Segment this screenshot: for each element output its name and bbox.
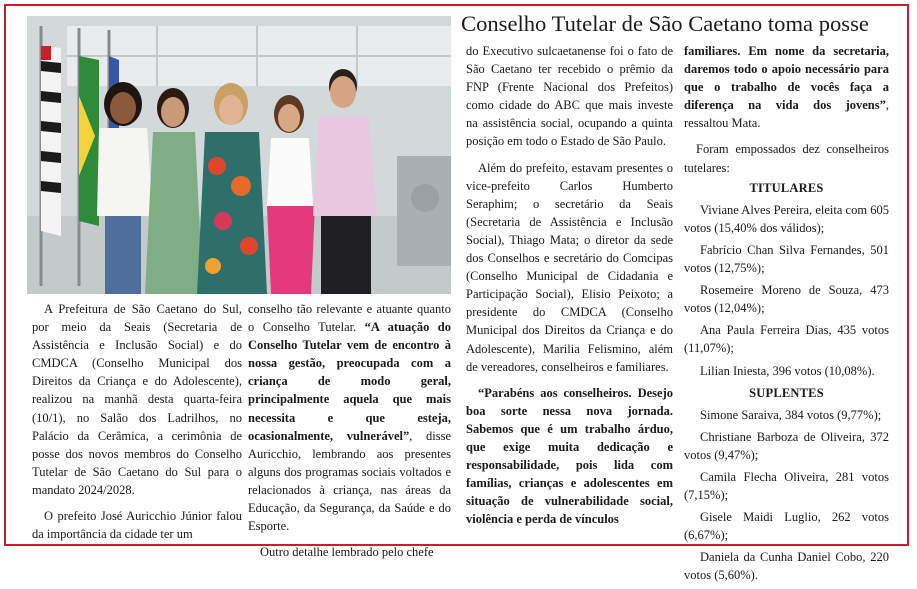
column-3	[466, 42, 673, 528]
list-item: Fabrício Chan Silva Fernandes, 501 votos (12,75%);	[684, 242, 889, 276]
quote-auricchio: “A atuação do Conselho Tutelar vem de encontro à nossa gestão, preocupada com a criança de modo geral, principalmente aquela que mais necessita e que esteja, ocasionalmente, vulnerável”	[248, 320, 451, 443]
list-item: Ana Paula Ferreira Dias, 435 votos (11,07%);	[684, 323, 889, 356]
quote-mata: “Parabéns aos conselheiros. Desejo boa sorte nessa nova jornada. Sabemos que é um trabalho árduo, que exige muita dedicação e responsabilidade, pois lida com famílias, crianças e adolescentes em situação de vulnerabilidade social, violência e perda de vínculos	[466, 385, 673, 527]
titulares-heading: TITULARES	[749, 180, 824, 195]
list-item: Christiane Barboza de Oliveira, 372 votos (9,47%);	[684, 429, 889, 462]
list-item: Lilian Iniesta, 396 votos (10,08%).	[700, 363, 875, 378]
text-run: conselho tão relevante e atuante quanto o Conselho Tutelar.	[248, 302, 451, 335]
list-item: Camila Flecha Oliveira, 281 votos (7,15%);	[684, 469, 889, 503]
paragraph	[684, 42, 889, 132]
column-1	[32, 300, 242, 543]
paragraph: A Prefeitura de São Caetano do Sul, por meio da Seais (Secretaria de Assistência e Inclusão Social) e do CMDCA (Conselho Municipal dos Direitos da Criança e do Adolescente), realizou na manhã desta quarta-feira (10/1), no Salão dos Ladrilhos, no Palácio da Cerâmica, a cerimônia de posse dos novos membros do Conselho Tutelar de São Caetano do Sul para o mandato 2024/2028.	[32, 302, 242, 497]
text-run: , ressaltou Mata.	[684, 98, 889, 131]
column-2	[248, 300, 451, 561]
list-item: Daniela da Cunha Daniel Cobo, 220 votos (5,60%).	[684, 550, 889, 583]
paragraph	[248, 300, 451, 535]
list-item: Rosemeire Moreno de Souza, 473 votos (12,04%);	[684, 283, 889, 316]
paragraph: O prefeito José Auricchio Júnior falou da importância da cidade ter um	[32, 509, 242, 542]
paragraph: Foram empossados dez conselheiros tutelares:	[684, 142, 889, 175]
text-run: , disse Auricchio, lembrando aos presentes alguns dos programas sociais voltados e relacionados à criança, nas áreas da Educação, da Segurança, da Saúde e do Esporte.	[248, 428, 451, 534]
paragraph: Além do prefeito, estavam presentes o vice-prefeito Carlos Humberto Seraphim; o secretário da Seais (Secretaria de Assistência e Inclusão Social), Thiago Mata; o diretor da sede dos Conselhos e secretário do Comcipas (Conselho Municipal de Cidadania e Participação Social), Elisio Peixoto; a presidente do CMDCA (Conselho Municipal dos Direitos da Criança e do Adolescente), Marilia Felismino, além de vereadores, conselheiros e familiares.	[466, 160, 673, 374]
quote-mata-cont: familiares. Em nome da secretaria, daremos todo o apoio necessário para que o trabalho de vocês faça a diferença na vida dos jovens”	[684, 44, 889, 113]
suplentes-heading: SUPLENTES	[749, 385, 824, 400]
paragraph	[466, 384, 673, 529]
group-photo	[27, 16, 451, 294]
paragraph: Outro detalhe lembrado pelo chefe	[260, 545, 434, 560]
list-item: Viviane Alves Pereira, eleita com 605 votos (15,40% dos válidos);	[684, 202, 889, 235]
column-4	[684, 42, 889, 589]
group-photo-illustration	[27, 16, 451, 294]
list-item: Gisele Maidi Luglio, 262 votos (6,67%);	[684, 510, 889, 543]
paragraph: do Executivo sulcaetanense foi o fato de São Caetano ter recebido o prêmio da FNP (Frente Nacional dos Prefeitos) como cidade do ABC que mais investe na assistência social, ocupando a quinta posição em todo o Estado de São Paulo.	[466, 44, 673, 149]
list-item: Simone Saraiva, 384 votos (9,77%);	[700, 407, 882, 422]
headline: Conselho Tutelar de São Caetano toma posse	[461, 11, 869, 36]
